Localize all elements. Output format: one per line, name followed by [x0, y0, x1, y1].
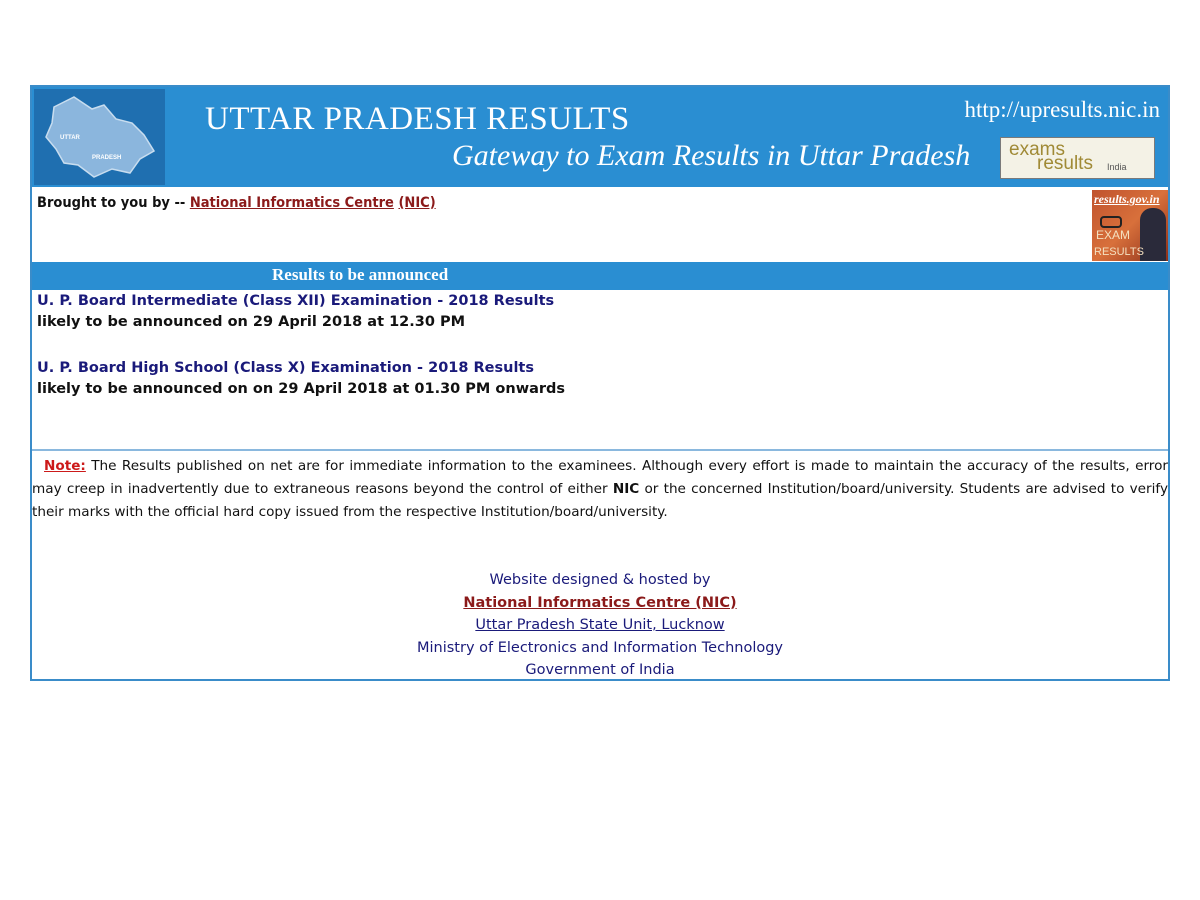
footer-state-unit-link[interactable]: Uttar Pradesh State Unit, Lucknow [475, 617, 725, 633]
section-title: Results to be announced [272, 265, 449, 284]
note-text-part2: or the concerned Institution/board/university. Students are advised to verify their marks with the official hard copy issued from the respective Institution/board/university. [32, 481, 1168, 520]
note-bold-nic: NIC [612, 481, 640, 497]
note-text-part1: The Results published on net are for immediate information to the examinees. Although every effort is made to maintain the accuracy of the results, error may creep in inadvertently due to extraneous reasons beyond the control of either [32, 458, 1168, 497]
site-url: http://upresults.nic.in [964, 97, 1160, 122]
nic-link[interactable] [190, 195, 394, 211]
badge-results: RESULTS [1094, 246, 1144, 258]
badge-site: results.gov.in [1094, 192, 1160, 206]
site-subtitle: Gateway to Exam Results in Uttar Pradesh [452, 139, 971, 172]
divider [32, 449, 1168, 451]
disclaimer-note [32, 455, 1168, 524]
exams-results-india-logo[interactable] [1000, 137, 1155, 179]
result-item-intermediate [37, 293, 554, 330]
result-date-intermediate: likely to be announced on 29 April 2018 at 12.30 PM [37, 314, 466, 330]
section-header [32, 262, 1168, 290]
header-banner [32, 87, 1168, 187]
credit-prefix: Brought to you by -- [37, 195, 186, 211]
results-gov-badge[interactable] [1092, 190, 1168, 261]
result-link-intermediate[interactable]: U. P. Board Intermediate (Class XII) Examination - 2018 Results [37, 293, 555, 309]
note-label: Note: [44, 458, 86, 474]
result-item-highschool [37, 360, 565, 397]
footer-hosted-by: Website designed & hosted by [489, 572, 711, 588]
glasses-icon [1100, 216, 1122, 228]
credit-line [37, 195, 436, 211]
footer-government: Government of India [525, 662, 675, 678]
map-label-pradesh: PRADESH [92, 155, 122, 161]
exams-logo-line1: exams [1009, 139, 1065, 160]
map-label-uttar: UTTAR [60, 135, 80, 141]
exams-logo-line2: results [1037, 153, 1093, 174]
up-map-logo [34, 89, 165, 185]
badge-exam: EXAM [1096, 228, 1131, 242]
nic-link-abbr: (NIC) [398, 195, 436, 211]
nic-link-name: National Informatics Centre [189, 195, 394, 211]
up-map-icon [34, 89, 165, 185]
footer-nic-link[interactable]: National Informatics Centre (NIC) [463, 594, 737, 611]
footer-ministry: Ministry of Electronics and Information Technology [416, 639, 784, 656]
footer [32, 569, 1168, 682]
result-link-highschool[interactable]: U. P. Board High School (Class X) Examination - 2018 Results [37, 360, 534, 376]
result-date-highschool: likely to be announced on on 29 April 2018 at 01.30 PM onwards [37, 381, 566, 397]
page-frame [30, 85, 1170, 681]
site-title: UTTAR PRADESH RESULTS [205, 101, 630, 137]
nic-abbr-link[interactable] [398, 195, 435, 211]
exams-logo-line3: India [1107, 162, 1127, 172]
